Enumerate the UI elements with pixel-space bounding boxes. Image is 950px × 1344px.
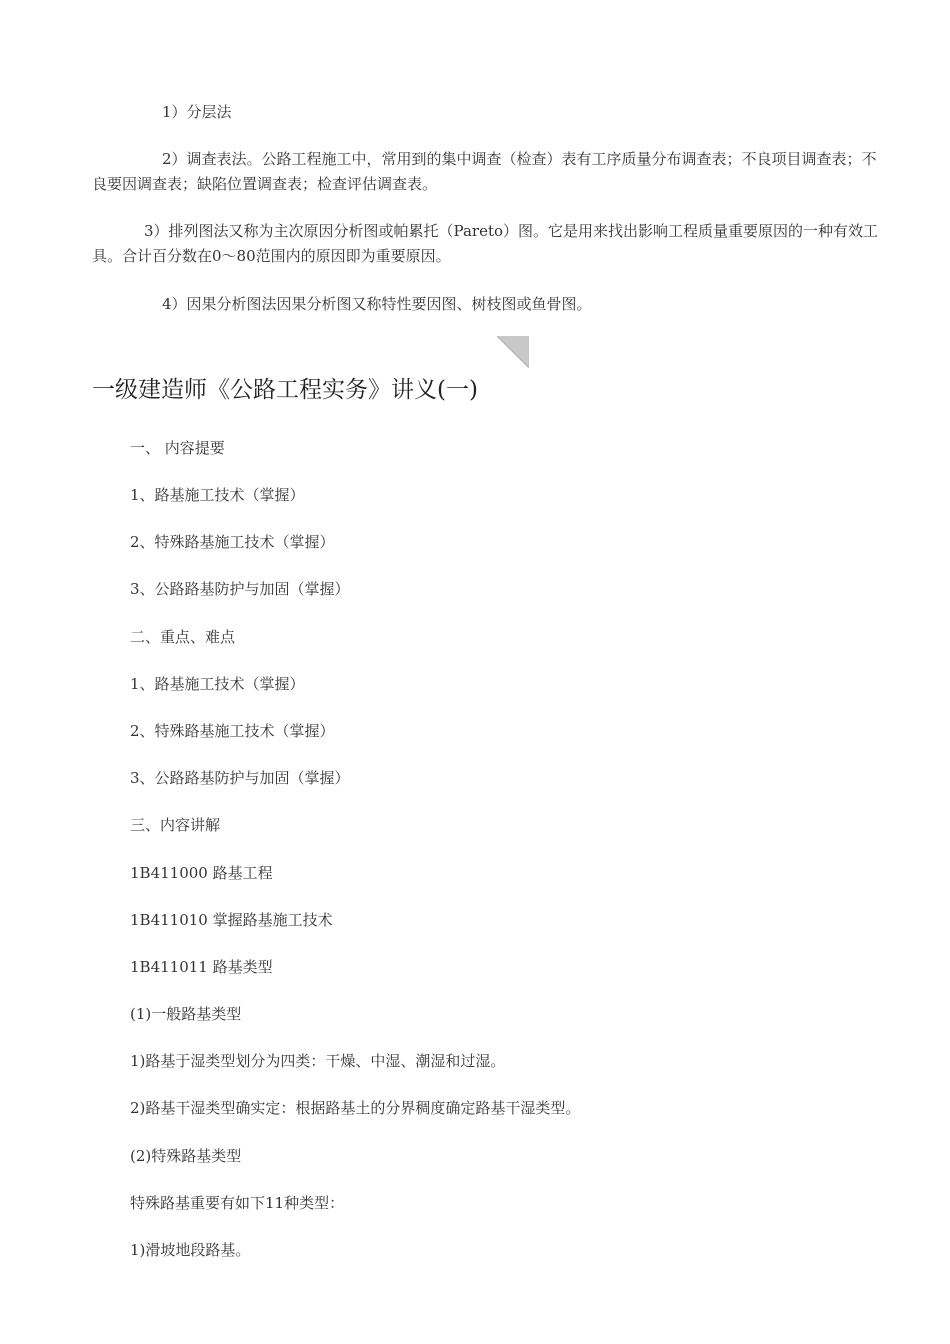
list-item: 1、路基施工技术（掌握） bbox=[130, 486, 305, 504]
list-item: (1)一般路基类型 bbox=[130, 1005, 242, 1023]
list-item: 1B411010 掌握路基施工技术 bbox=[130, 911, 333, 929]
section-heading-summary: 一、 内容提要 bbox=[130, 439, 225, 457]
list-item: 1B411011 路基类型 bbox=[130, 958, 273, 976]
page-title: 一级建造师《公路工程实务》讲义(一) bbox=[92, 377, 478, 403]
paragraph-checklist-method: 2）调查表法。公路工程施工中，常用到的集中调查（检查）表有工序质量分布调查表；不良项目调查表；不良要因调查表；缺陷位置调查表；检查评估调查表。 bbox=[92, 150, 877, 193]
broken-image-icon bbox=[497, 336, 529, 368]
paragraph-pareto-method: 3）排列图法又称为主次原因分析图或帕累托（Pareto）图。它是用来找出影响工程质量重要原因的一种有效工具。合计百分数在0～80范围内的原因即为重要原因。 bbox=[92, 222, 879, 265]
list-item: 3、公路路基防护与加固（掌握） bbox=[130, 769, 350, 787]
list-item: 2、特殊路基施工技术（掌握） bbox=[130, 533, 335, 551]
list-item: 2)路基干湿类型确实定：根据路基土的分界稠度确定路基干湿类型。 bbox=[130, 1099, 581, 1117]
list-item: 1)路基于湿类型划分为四类：干燥、中湿、潮湿和过湿。 bbox=[130, 1052, 506, 1070]
list-item: 1、路基施工技术（掌握） bbox=[130, 675, 305, 693]
list-item: 2、特殊路基施工技术（掌握） bbox=[130, 722, 335, 740]
paragraph-cause-effect-method: 4）因果分析图法因果分析图又称特性要因图、树枝图或鱼骨图。 bbox=[162, 295, 592, 313]
section-heading-key-points: 二、重点、难点 bbox=[130, 628, 236, 646]
list-item: 1B411000 路基工程 bbox=[130, 864, 273, 882]
list-item: (2)特殊路基类型 bbox=[130, 1147, 242, 1165]
list-item: 3、公路路基防护与加固（掌握） bbox=[130, 580, 350, 598]
list-item: 1)滑坡地段路基。 bbox=[130, 1241, 251, 1259]
list-item: 特殊路基重要有如下11种类型： bbox=[130, 1194, 345, 1212]
section-heading-explanation: 三、内容讲解 bbox=[130, 816, 221, 834]
paragraph-stratification: 1）分层法 bbox=[162, 103, 232, 121]
